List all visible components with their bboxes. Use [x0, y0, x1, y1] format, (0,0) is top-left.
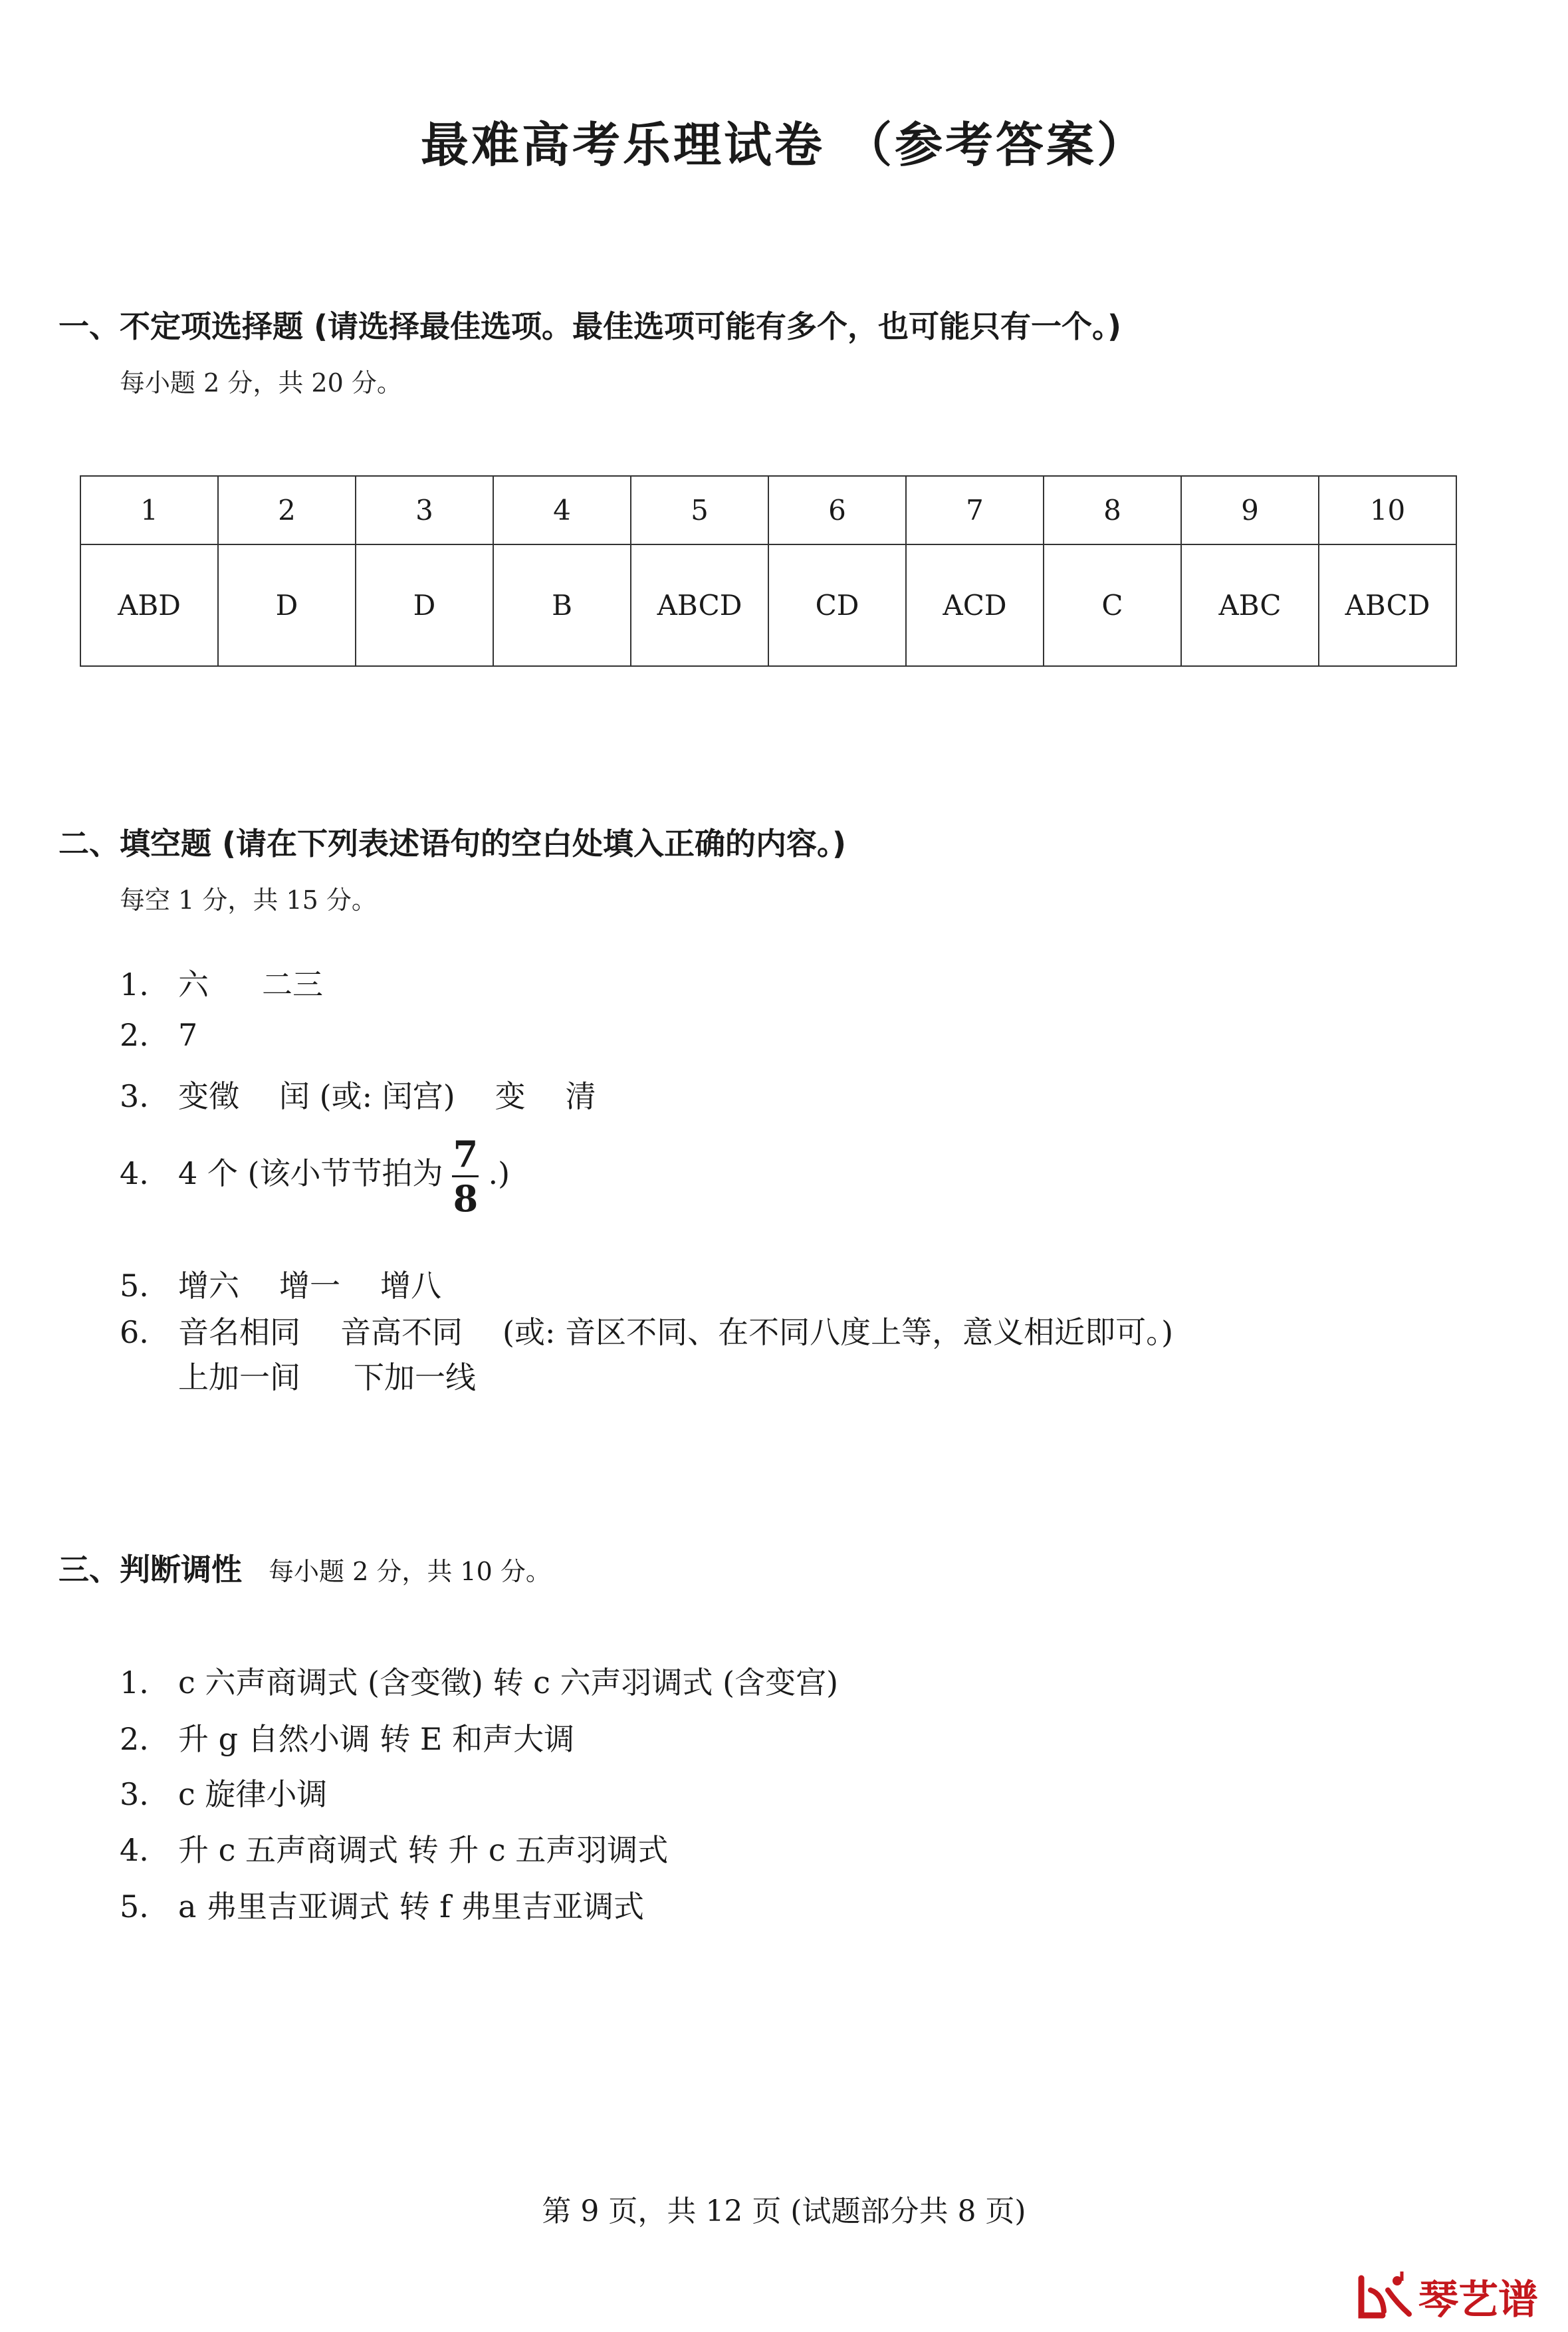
key-item-5: [120, 1883, 644, 1926]
logo-text: 琴艺谱: [1418, 2277, 1538, 2323]
item-number: 2.: [120, 1017, 149, 1053]
question-number-cell: 4: [493, 476, 631, 544]
fill-item-6-line2: [178, 1353, 476, 1397]
answer-cell: ABD: [80, 544, 218, 666]
item-number: 3.: [120, 1078, 149, 1114]
item-number: 1.: [120, 967, 149, 1002]
fill-item-5: [120, 1262, 441, 1306]
question-number-cell: 6: [768, 476, 906, 544]
section2-heading: 二、填空题 (请在下列表述语句的空白处填入正确的内容。): [58, 826, 847, 862]
key-item-2: [120, 1715, 574, 1759]
item-number: 5.: [120, 1889, 149, 1924]
answer-cell: ABCD: [1319, 544, 1456, 666]
item-number: 2.: [120, 1721, 149, 1757]
answer-cell: ACD: [906, 544, 1044, 666]
item-number: 1.: [120, 1665, 149, 1700]
answer-text: 增一: [279, 1268, 340, 1304]
answer-text: 闰 (或: 闰宫): [279, 1078, 455, 1114]
key-item-3: [120, 1770, 327, 1814]
answer-text: 六: [178, 967, 209, 1002]
question-number-cell: 3: [356, 476, 493, 544]
section3-heading: [58, 1546, 551, 1589]
answer-cell: D: [356, 544, 493, 666]
answer-text: 升 g 自然小调 转 E 和声大调: [178, 1721, 575, 1757]
answer-cell: D: [218, 544, 356, 666]
answer-cell: C: [1044, 544, 1181, 666]
item-number: 3.: [120, 1776, 149, 1812]
section1-note: 每小题 2 分，共 20 分。: [120, 368, 402, 398]
answer-table-number-row: [80, 476, 1456, 544]
answer-text: 7: [178, 1017, 198, 1053]
item-number: 6.: [120, 1314, 149, 1350]
fill-item-4: [120, 1130, 510, 1219]
question-number-cell: 8: [1044, 476, 1181, 544]
answer-text: c 旋律小调: [178, 1776, 328, 1812]
answer-text: a 弗里吉亚调式 转 f 弗里吉亚调式: [178, 1889, 644, 1924]
section3-note: 每小题 2 分，共 10 分。: [269, 1557, 551, 1586]
answer-text: 变徵: [178, 1078, 239, 1114]
question-number-cell: 1: [80, 476, 218, 544]
question-number-cell: 10: [1319, 476, 1456, 544]
answer-text: 音高不同: [340, 1314, 463, 1350]
key-item-1: [120, 1659, 838, 1702]
question-number-cell: 2: [218, 476, 356, 544]
question-number-cell: 5: [631, 476, 768, 544]
site-logo: [1356, 2267, 1538, 2327]
section2-note: 每空 1 分，共 15 分。: [120, 885, 377, 915]
answer-text: 上加一间: [178, 1359, 300, 1395]
answer-cell: ABCD: [631, 544, 768, 666]
section1-heading: 一、不定项选择题 (请选择最佳选项。最佳选项可能有多个，也可能只有一个。): [58, 308, 1122, 344]
music-logo-icon: [1356, 2270, 1413, 2323]
fraction-numerator: 7: [453, 1132, 479, 1175]
question-number-cell: 7: [906, 476, 1044, 544]
fill-item-1: [120, 961, 323, 1004]
fill-item-6: [120, 1308, 1173, 1352]
answer-note: (或: 音区不同、在不同八度上等，意义相近即可。): [503, 1314, 1174, 1350]
question-number-cell: 9: [1181, 476, 1319, 544]
item-number: 5.: [120, 1268, 149, 1304]
fraction-denominator: 8: [453, 1177, 479, 1220]
page-footer: 第 9 页，共 12 页 (试题部分共 8 页): [542, 2194, 1026, 2228]
answer-text: 下加一线: [354, 1359, 476, 1395]
answer-text: 变: [495, 1078, 526, 1114]
answer-text: 增六: [178, 1268, 239, 1304]
key-item-4: [120, 1826, 668, 1870]
answer-text: 4 个 (该小节节拍为: [178, 1155, 443, 1191]
answer-cell: B: [493, 544, 631, 666]
item-number: 4.: [120, 1155, 149, 1191]
answer-cell: ABC: [1181, 544, 1319, 666]
answer-text: 升 c 五声商调式 转 升 c 五声羽调式: [178, 1832, 669, 1868]
answer-text: 音名相同: [178, 1314, 300, 1350]
fill-item-2: [120, 1017, 197, 1053]
page-title: 最难高考乐理试卷 （参考答案）: [420, 117, 1148, 173]
time-signature-fraction: [452, 1134, 479, 1219]
answer-text: 二三: [262, 967, 323, 1002]
answer-text: 清: [565, 1078, 596, 1114]
answer-text: 增八: [380, 1268, 441, 1304]
answer-text: .): [488, 1155, 510, 1191]
answer-text: c 六声商调式 (含变徵) 转 c 六声羽调式 (含变宫): [178, 1665, 839, 1700]
answer-table: [80, 475, 1457, 667]
fill-item-3: [120, 1072, 596, 1116]
item-number: 4.: [120, 1832, 149, 1868]
answer-cell: CD: [768, 544, 906, 666]
answer-table-answer-row: [80, 544, 1456, 666]
section3-title: 三、判断调性: [58, 1552, 242, 1587]
